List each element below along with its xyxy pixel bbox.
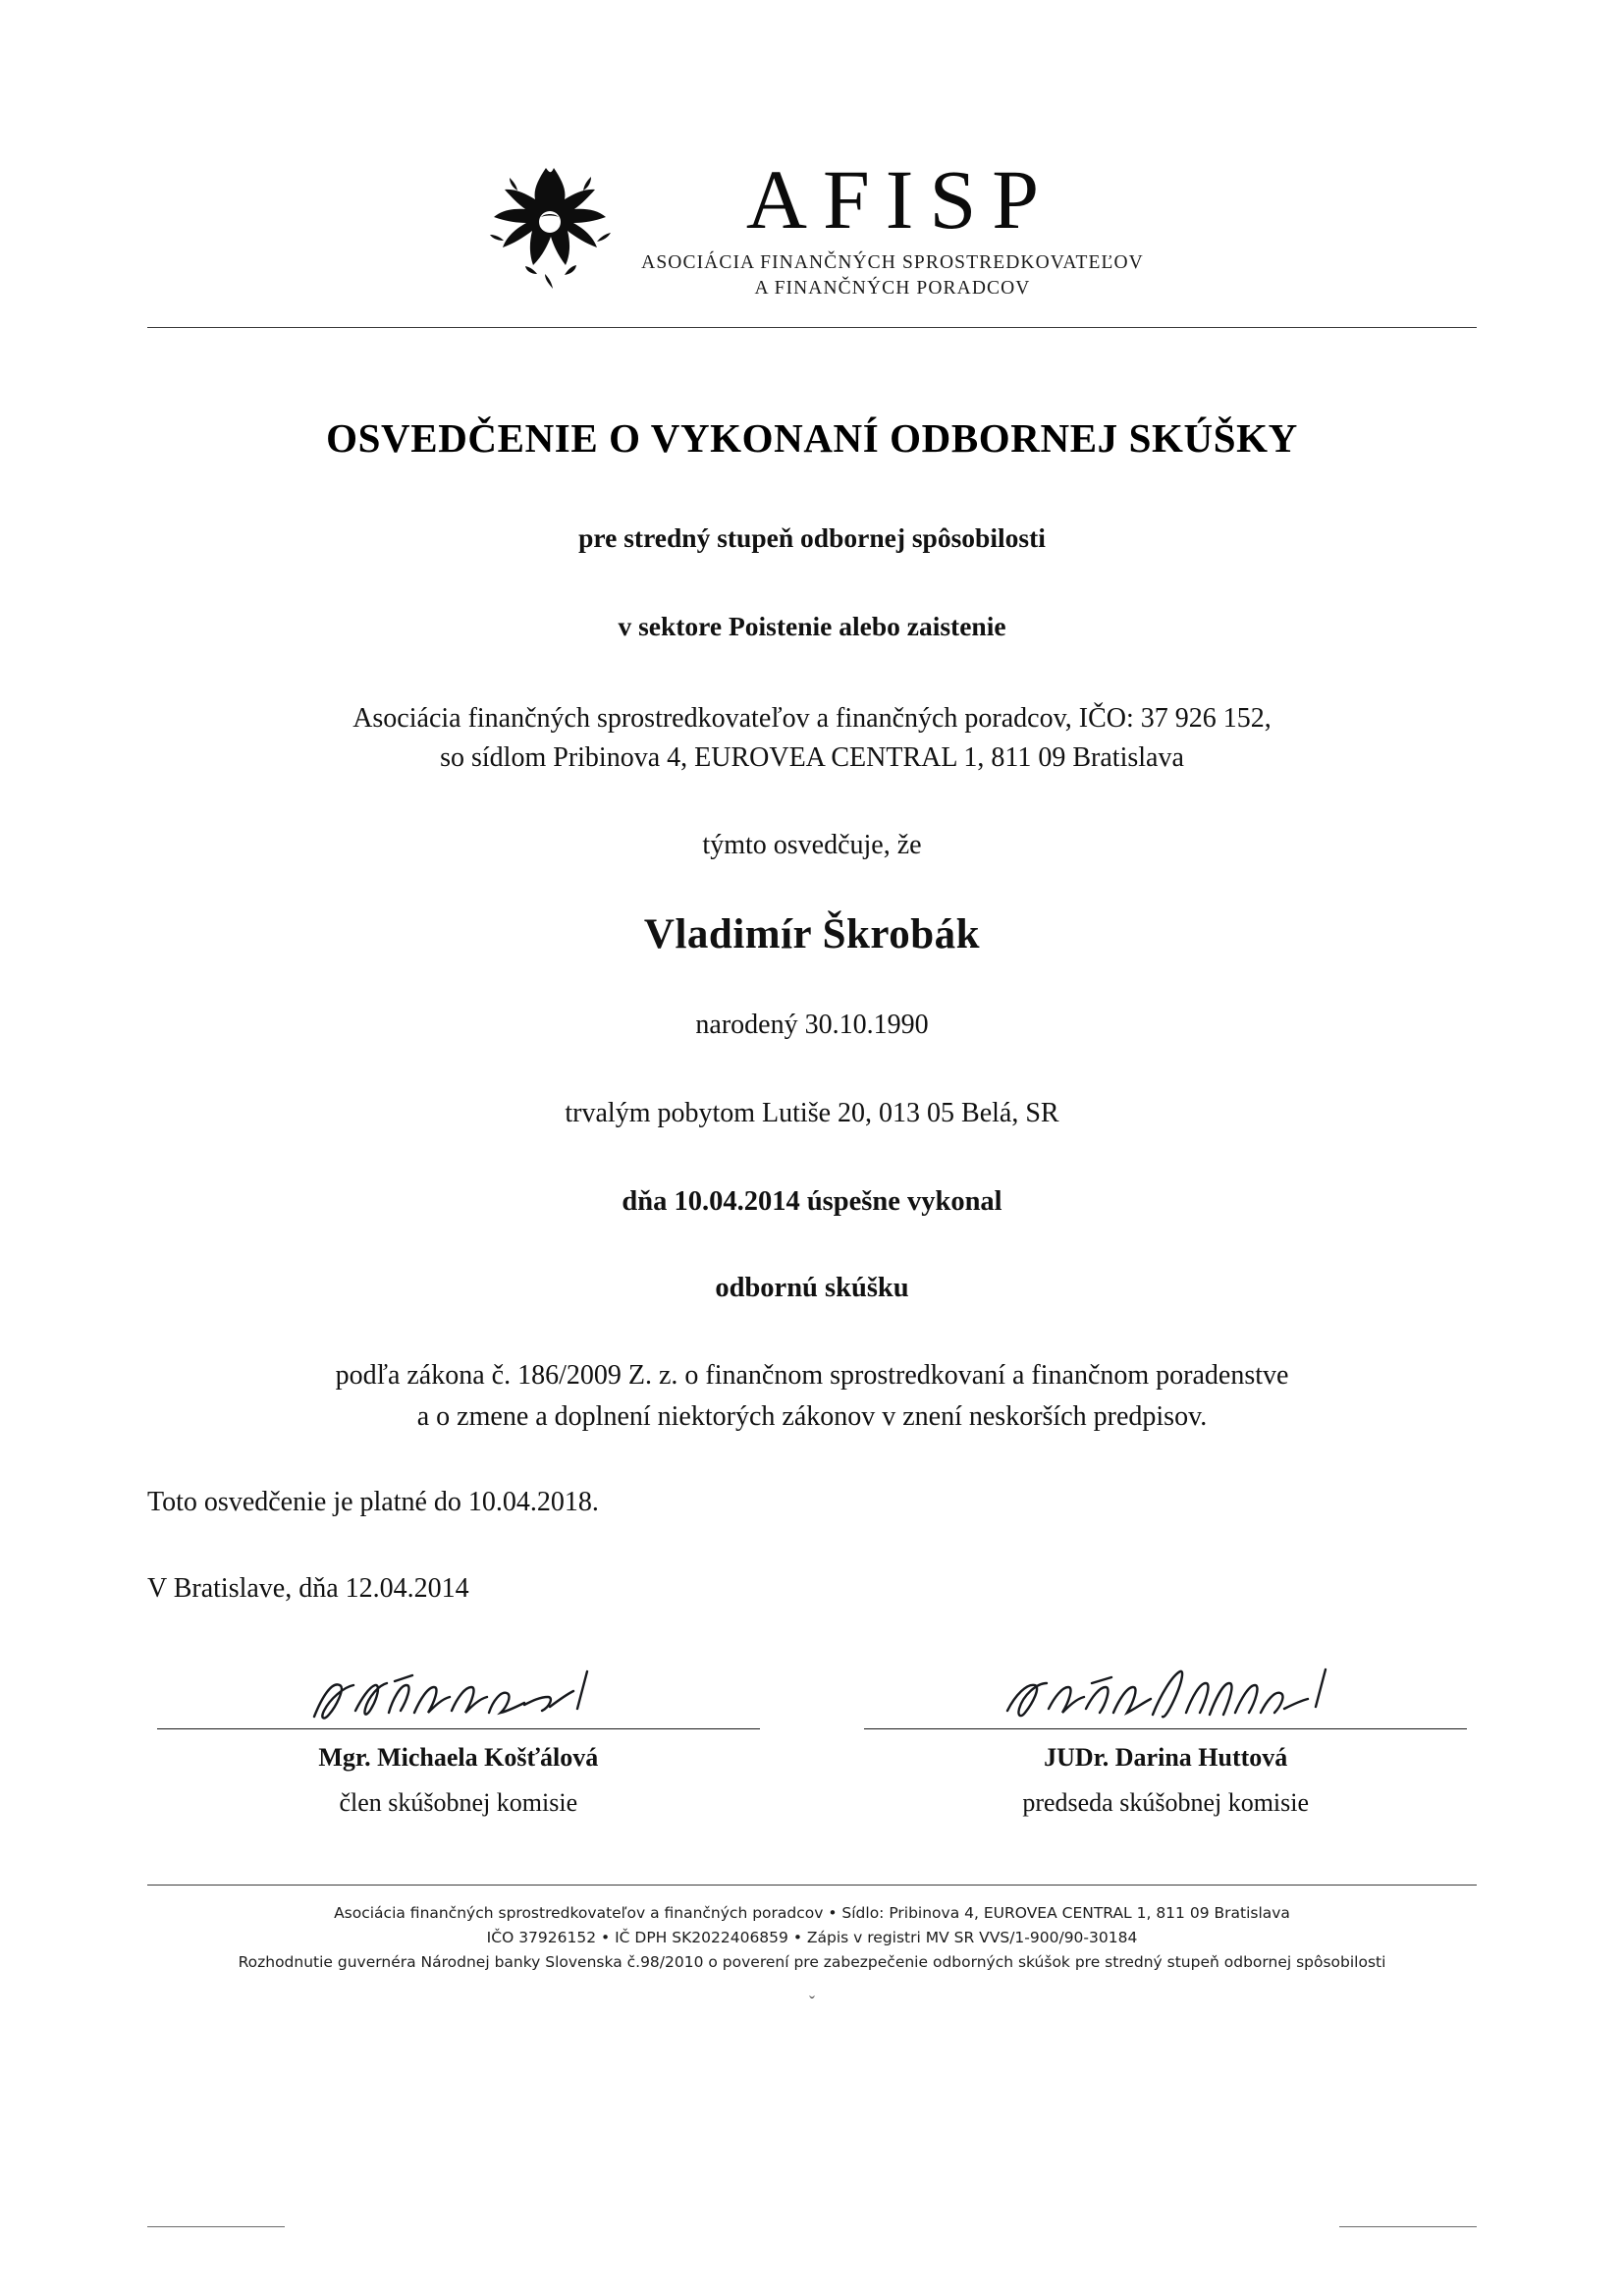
afisp-subtitle-line-2: A FINANČNÝCH PORADCOV xyxy=(754,277,1031,299)
subtitle-sector: v sektore Poistenie alebo zaistenie xyxy=(618,610,1006,641)
afisp-emblem-icon xyxy=(480,164,627,297)
signatory-name: Mgr. Michaela Košťálová xyxy=(318,1742,599,1772)
page-bottom-marks xyxy=(147,2226,1477,2227)
afisp-subtitle-line-1: ASOCIÁCIA FINANČNÝCH SPROSTREDKOVATEĽOV xyxy=(641,251,1144,273)
person-name: Vladimír Škrobák xyxy=(643,910,981,957)
certifies-text: týmto osvedčuje, že xyxy=(702,829,922,860)
footer-stray-mark: ˇ xyxy=(809,1993,815,2013)
afisp-logo-text xyxy=(641,152,1144,300)
law-line-2: a o zmene a doplnení niektorých zákonov v znení neskorších predpisov. xyxy=(416,1400,1208,1432)
afisp-logo xyxy=(480,152,1144,300)
place-and-date: V Bratislave, dňa 12.04.2014 xyxy=(147,1572,469,1604)
signature-area xyxy=(147,1658,1477,1818)
law-reference xyxy=(147,1355,1477,1438)
issuer-block xyxy=(147,699,1477,779)
bottom-mark-left xyxy=(147,2226,285,2227)
page-title: OSVEDČENIE O VYKONANÍ ODBORNEJ SKÚŠKY xyxy=(326,414,1298,461)
bottom-mark-right xyxy=(1339,2226,1477,2227)
residence-address: trvalým pobytom Lutiše 20, 013 05 Belá, SR xyxy=(565,1097,1059,1128)
document-header xyxy=(147,0,1477,300)
validity-text: Toto osvedčenie je platné do 10.04.2018. xyxy=(147,1486,599,1517)
signature-block-chair xyxy=(864,1658,1467,1818)
birth-date: narodený 30.10.1990 xyxy=(695,1009,929,1040)
document-footer xyxy=(147,1901,1477,1975)
exam-date: dňa 10.04.2014 úspešne vykonal xyxy=(622,1185,1002,1217)
document-body xyxy=(147,414,1477,1818)
signatory-name: JUDr. Darina Huttová xyxy=(1044,1742,1288,1772)
issuer-line-1: Asociácia finančných sprostredkovateľov a finančných poradcov, IČO: 37 926 152, xyxy=(352,702,1272,734)
exam-name: odbornú skúšku xyxy=(715,1272,909,1303)
header-divider xyxy=(147,327,1477,328)
subtitle-level: pre stredný stupeň odbornej spôsobilosti xyxy=(578,521,1046,553)
footer-divider xyxy=(147,1885,1477,1886)
footer-line-3: Rozhodnutie guvernéra Národnej banky Slovenska č.98/2010 o poverení pre zabezpečenie odborných skúšok pre stredný stupeň odbornej spôsobilosti xyxy=(238,1953,1386,1972)
footer-line-2: IČO 37926152 • IČ DPH SK2022406859 • Zápis v registri MV SR VVS/1-900/90-30184 xyxy=(486,1928,1138,1946)
signatory-role: člen skúšobnej komisie xyxy=(339,1787,578,1817)
law-line-1: podľa zákona č. 186/2009 Z. z. o finančnom sprostredkovaní a finančnom poradenstve xyxy=(335,1359,1289,1391)
footer-line-1: Asociácia finančných sprostredkovateľov a finančných poradcov • Sídlo: Pribinova 4, EUROVEA CENTRAL 1, 811 09 Bratislava xyxy=(334,1903,1290,1922)
handwritten-signature-icon xyxy=(157,1658,760,1728)
issuer-line-2: so sídlom Pribinova 4, EUROVEA CENTRAL 1, 811 09 Bratislava xyxy=(440,742,1184,774)
afisp-wordmark: AFISP xyxy=(745,152,1056,246)
handwritten-signature-icon xyxy=(864,1658,1467,1728)
signature-block-member xyxy=(157,1658,760,1818)
signatory-role: predseda skúšobnej komisie xyxy=(1022,1787,1310,1817)
